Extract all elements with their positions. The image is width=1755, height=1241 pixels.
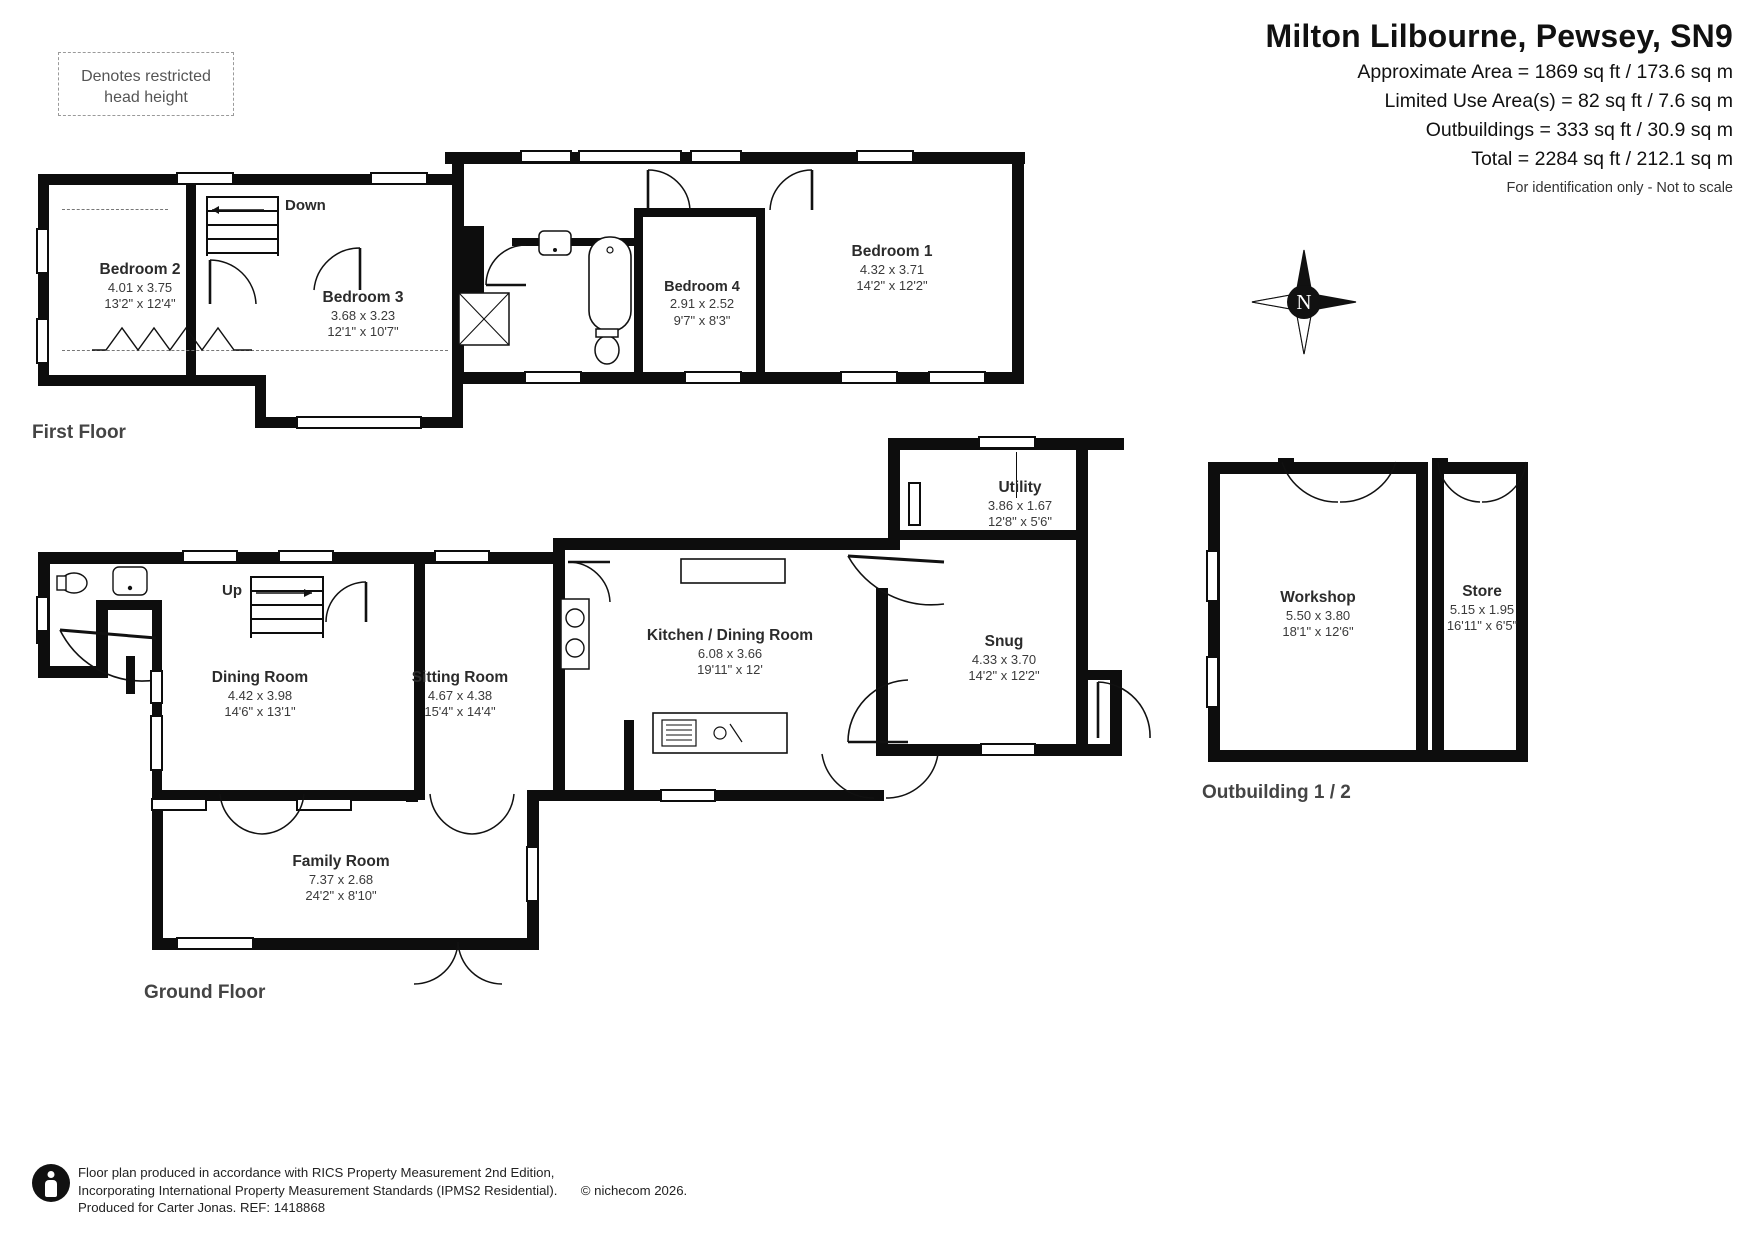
shower-icon xyxy=(458,292,510,351)
stair-tread xyxy=(250,576,323,578)
window xyxy=(278,550,334,563)
door-arc xyxy=(768,168,814,217)
page-title: Milton Lilbourne, Pewsey, SN9 xyxy=(1265,18,1733,54)
footer-line-1: Floor plan produced in accordance with RICS Property Measurement 2nd Edition, xyxy=(78,1165,555,1180)
bath-icon xyxy=(588,236,632,337)
wall xyxy=(1012,152,1024,384)
room-label-kitchen-dining-room: Kitchen / Dining Room 6.08 x 3.66 19'11" x 12' xyxy=(646,627,814,677)
window xyxy=(980,743,1036,756)
room-label-bedroom-3: Bedroom 3 3.68 x 3.23 12'1" x 10'7" xyxy=(322,289,404,339)
wall xyxy=(126,656,135,694)
room-label-bedroom-1: Bedroom 1 4.32 x 3.71 14'2" x 12'2" xyxy=(851,243,933,293)
door-arc xyxy=(646,168,692,217)
door-arc xyxy=(846,676,910,751)
key-line-2: head height xyxy=(104,89,188,106)
window xyxy=(182,550,238,563)
wall xyxy=(553,538,899,550)
ground-floor-plan xyxy=(0,430,1200,1030)
footer-copyright: © nichecom 2026. xyxy=(580,1182,688,1198)
window xyxy=(840,371,898,384)
window xyxy=(36,318,49,364)
window xyxy=(1206,550,1219,602)
footer-line-3: Produced for Carter Jonas. REF: 1418868 xyxy=(78,1200,326,1215)
window xyxy=(660,789,716,802)
window xyxy=(690,150,742,163)
room-label-store: Store 5.15 x 1.95 16'11" x 6'5" xyxy=(1446,583,1518,633)
footer-line-2: Incorporating International Property Measurement Standards (IPMS2 Residential). xyxy=(78,1182,558,1198)
window xyxy=(578,150,682,163)
footer-disclaimer xyxy=(78,1164,687,1217)
door-arc-entry xyxy=(56,626,160,689)
door-arc xyxy=(1280,460,1400,509)
stair-tread xyxy=(206,238,278,240)
toilet-icon xyxy=(56,568,90,601)
stair-direction-arrow xyxy=(252,586,316,604)
room-label-bedroom-2: Bedroom 2 4.01 x 3.75 13'2" x 12'4" xyxy=(99,261,181,311)
area-approximate: Approximate Area = 1869 sq ft / 173.6 sq m xyxy=(1357,61,1733,83)
compass-rose xyxy=(1250,248,1358,356)
wall xyxy=(538,790,628,801)
floor-label-ground: Ground Floor xyxy=(144,982,266,1003)
window xyxy=(151,798,207,811)
door-arc xyxy=(1436,460,1528,509)
window xyxy=(296,416,422,429)
wall xyxy=(152,790,163,950)
toilet-icon xyxy=(590,328,624,371)
sink-worktop xyxy=(652,712,788,759)
room-label-bedroom-4: Bedroom 4 2.91 x 2.52 9'7" x 8'3" xyxy=(664,279,740,328)
wall xyxy=(1076,670,1122,680)
wall xyxy=(624,720,634,800)
wall xyxy=(1208,462,1220,762)
wall xyxy=(900,530,1088,540)
window xyxy=(176,937,254,950)
stairs-down-label: Down xyxy=(285,197,326,214)
kitchen-unit xyxy=(680,558,786,589)
stair-tread xyxy=(206,224,278,226)
rics-badge-icon xyxy=(32,1164,70,1202)
door-arc xyxy=(218,792,306,841)
wall xyxy=(1432,750,1528,762)
window xyxy=(1206,656,1219,708)
window xyxy=(684,371,742,384)
hob-icon xyxy=(560,598,590,675)
stair-tread xyxy=(250,604,323,606)
area-outbuildings: Outbuildings = 333 sq ft / 30.9 sq m xyxy=(1425,119,1733,141)
room-label-utility: Utility 3.86 x 1.67 12'8" x 5'6" xyxy=(987,479,1053,529)
wall xyxy=(38,375,266,386)
door-arc xyxy=(484,243,528,292)
window xyxy=(856,150,914,163)
floor-label-outbuilding: Outbuilding 1 / 2 xyxy=(1202,782,1351,803)
stairs-up-label: Up xyxy=(222,582,242,599)
stair-tread xyxy=(250,618,323,620)
stair-direction-arrow xyxy=(208,203,268,221)
door-arc xyxy=(412,940,504,991)
door-arc xyxy=(324,580,368,627)
floor-label-first: First Floor xyxy=(32,422,126,443)
key-line-1: Denotes restricted xyxy=(81,68,211,85)
restricted-head-height-line xyxy=(62,209,168,210)
stair-edge xyxy=(277,196,279,256)
outbuilding-plan xyxy=(1180,430,1740,830)
wall xyxy=(96,600,160,610)
stair-tread xyxy=(206,196,278,198)
door-arc xyxy=(1096,680,1154,747)
disclaimer-not-to-scale: For identification only - Not to scale xyxy=(1506,180,1733,196)
window xyxy=(978,436,1036,449)
door-arc xyxy=(428,792,516,841)
room-label-family-room: Family Room 7.37 x 2.68 24'2" x 8'10" xyxy=(292,853,390,903)
window xyxy=(370,172,428,185)
window xyxy=(176,172,234,185)
window xyxy=(150,670,163,704)
area-limited-use: Limited Use Area(s) = 82 sq ft / 7.6 sq m xyxy=(1384,90,1733,112)
room-label-snug: Snug 4.33 x 3.70 14'2" x 12'2" xyxy=(968,633,1040,683)
sink-icon xyxy=(538,230,572,261)
wall xyxy=(888,438,900,550)
window xyxy=(150,715,163,771)
window xyxy=(928,371,986,384)
stair-tread xyxy=(250,632,323,634)
area-total: Total = 2284 sq ft / 212.1 sq m xyxy=(1471,148,1733,170)
door-arc xyxy=(820,752,942,805)
window xyxy=(524,371,582,384)
sink-icon xyxy=(112,566,148,601)
wall xyxy=(38,630,50,676)
room-label-sitting-room: Sitting Room 4.67 x 4.38 15'4" x 14'4" xyxy=(411,669,509,719)
window xyxy=(36,228,49,274)
stair-tread xyxy=(206,252,278,254)
door-arc xyxy=(846,552,948,613)
restricted-head-height-zigzag xyxy=(92,316,254,357)
window xyxy=(520,150,572,163)
first-floor-plan xyxy=(0,0,1180,500)
svg-text:N: N xyxy=(1296,290,1312,314)
window xyxy=(526,846,539,902)
window xyxy=(434,550,490,563)
window xyxy=(908,482,921,526)
header xyxy=(1265,18,1733,196)
room-label-workshop: Workshop 5.50 x 3.80 18'1" x 12'6" xyxy=(1280,589,1356,639)
room-label-dining-room: Dining Room 4.42 x 3.98 14'6" x 13'1" xyxy=(211,669,309,719)
